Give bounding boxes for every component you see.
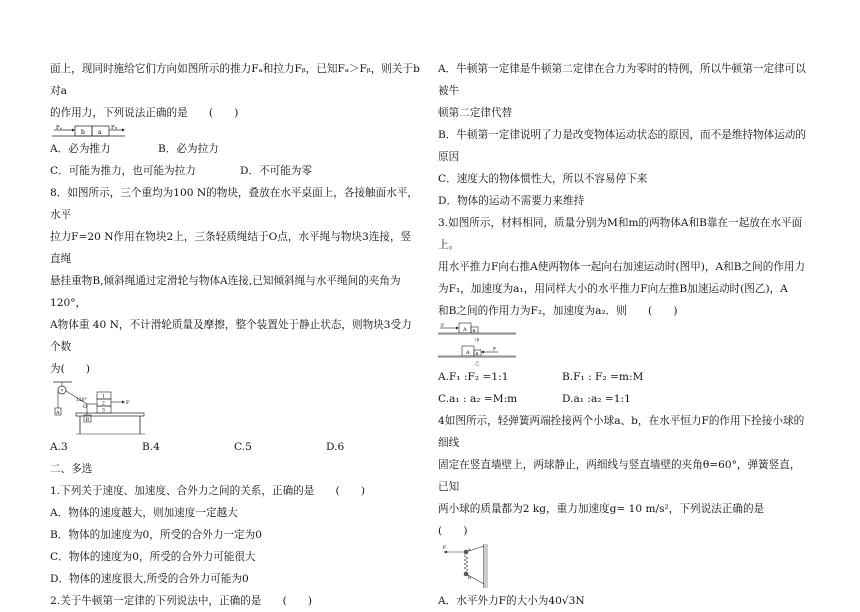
q8-line4: A物体重 40 N，不计滑轮质量及摩擦，整个装置处于静止状态，则物块3受力个数	[50, 319, 412, 353]
m4-fig-b: b	[468, 576, 471, 581]
q8-fig-a: A	[56, 410, 60, 416]
m3-option-c: C.a₁ : a₂ =M:m	[438, 393, 518, 405]
q8-fig-n3: 3	[102, 408, 105, 414]
m3-option-a: A.F₁ :F₂ =1:1	[438, 371, 509, 383]
m3-fig-f-bottom: F	[493, 347, 497, 353]
q8-option-c: C.5	[234, 441, 252, 453]
q8-fig-n1: 1	[102, 394, 105, 400]
q7-options-row2	[50, 160, 420, 182]
q7-line1: 面上，现同时施给它们方向如图所示的推力Fₐ和拉力Fᵦ，已知Fₐ＞Fᵦ，则关于b对a	[50, 63, 420, 97]
q8-options	[50, 436, 420, 458]
section-heading: 二、多选	[50, 463, 93, 475]
m2-option-a-line1: A．牛顿第一定律是牛顿第二定律在合力为零时的特例，所以牛顿第一定律可以被牛	[438, 63, 806, 97]
q8-line3: 悬挂重物B,倾斜绳通过定滑轮与物体A连接,已知倾斜绳与水平绳间的夹角为120°，	[50, 275, 401, 309]
m4-line1: 4如图所示，轻弹簧两端拴接两个小球a、b，在水平恒力F的作用下拴接小球的细线	[438, 415, 805, 449]
q8-fig-angle: 120°	[76, 398, 87, 403]
m2-option-c: C．速度大的物体惯性大，所以不容易停下来	[438, 173, 648, 185]
q8-figure	[50, 380, 150, 436]
m3-option-b: B.F₁ : F₂ =m:M	[562, 371, 644, 383]
q7-fig-fb: Fᵦ	[111, 125, 117, 131]
m2-stem: 2.关于牛顿第一定律的下列说法中，正确的是 ( )	[50, 595, 313, 607]
m3-fig-jia: 甲	[475, 339, 480, 344]
m1-option-c: C．物体的速度为0，所受的合外力可能很大	[50, 551, 256, 563]
m2-option-b: B．牛顿第一定律说明了力是改变物体运动状态的原因，而不是维持物体运动的原因	[438, 129, 806, 163]
m3-fig-a-top: A	[463, 327, 467, 333]
m4-fig-f: F	[443, 546, 447, 551]
q7-fig-fa: Fₐ	[56, 125, 62, 131]
q7-fig-b: b	[81, 129, 85, 136]
m3-line4: 和B之间的作用力为F₂，加速度为a₂．则 ( )	[438, 305, 678, 317]
m4-line2: 固定在竖直墙壁上，两球静止，两细线与竖直墙壁的夹角θ=60°，弹簧竖直，已知	[438, 459, 801, 493]
q8-line5: 为( )	[50, 363, 91, 375]
m3-fig-f-top: F	[441, 324, 445, 329]
q7-option-b: B．必为拉力	[158, 143, 219, 155]
m3-fig-b-top: B	[472, 328, 476, 333]
m4-line3: 两小球的质量都为2 kg，重力加速度g= 10 m/s²，下列说法正确的是 ( )	[438, 503, 786, 537]
q8-fig-f: F	[126, 400, 130, 406]
q8-option-b: B.4	[142, 441, 160, 453]
q8-option-d: D.6	[326, 441, 345, 453]
q7-option-d: D．不可能为零	[240, 165, 313, 177]
q8-fig-o: O	[83, 405, 87, 410]
q8-line2: 拉力F=20 N作用在物块2上，三条轻质绳结于O点，水平绳与物块3连接，竖直绳	[50, 231, 412, 265]
q8-option-a: A.3	[50, 441, 68, 453]
m3-line3: 为F₁，加速度为a₁，用同样大小的水平推力F向左推B加速运动时(图乙)，A	[438, 283, 788, 295]
m1-option-d: D．物体的速度很大,所受的合外力可能为0	[50, 573, 249, 585]
m1-option-b: B．物体的加速度为0，所受的合外力一定为0	[50, 529, 262, 541]
m1-option-a: A．物体的速度越大，则加速度一定越大	[50, 507, 238, 519]
left-column	[50, 58, 420, 612]
q7-figure	[50, 124, 130, 138]
m1-stem: 1.下列关于速度、加速度、合外力之间的关系，正确的是 ( )	[50, 485, 365, 497]
q8-line1: 8．如图所示，三个重均为100 N的物块，叠放在水平桌面上，各接触面水平，水平	[50, 187, 419, 221]
m3-line1: 3.如图所示，材料相同，质量分别为M和m的两物体A和B靠在一起放在水平面上。	[438, 217, 803, 251]
m3-options-row2	[438, 388, 808, 410]
m3-figure	[438, 322, 518, 366]
m2-option-d: D．物体的运动不需要力来维持	[438, 195, 585, 207]
right-column	[438, 58, 808, 612]
m3-fig-yi: 乙	[475, 362, 480, 366]
m3-line2: 用水平推力F向右推A使两物体一起向右加速运动时(图甲)，A和B之间的作用力	[438, 261, 806, 273]
q8-fig-n2: 2	[102, 401, 105, 407]
m3-options-row1	[438, 366, 808, 388]
m4-fig-a: a	[468, 548, 471, 553]
q7-fig-a: a	[98, 129, 102, 136]
m3-fig-a-bottom: A	[466, 350, 470, 356]
q7-option-a: A．必为推力	[50, 143, 111, 155]
m2-option-a-line2: 顿第二定律代替	[438, 107, 513, 119]
m3-option-d: D.a₁ :a₂ =1:1	[562, 393, 631, 405]
m4-option-a: A．水平外力F的大小为40√3N	[438, 595, 585, 607]
q7-line2: 的作用力，下列说法正确的是 ( )	[50, 107, 239, 119]
q7-option-c: C．可能为推力，也可能为拉力	[50, 165, 196, 177]
q8-fig-b: B	[85, 417, 90, 423]
m4-figure	[438, 542, 498, 590]
q7-options-row1	[50, 138, 420, 160]
m3-fig-b-bottom: B	[475, 351, 479, 356]
